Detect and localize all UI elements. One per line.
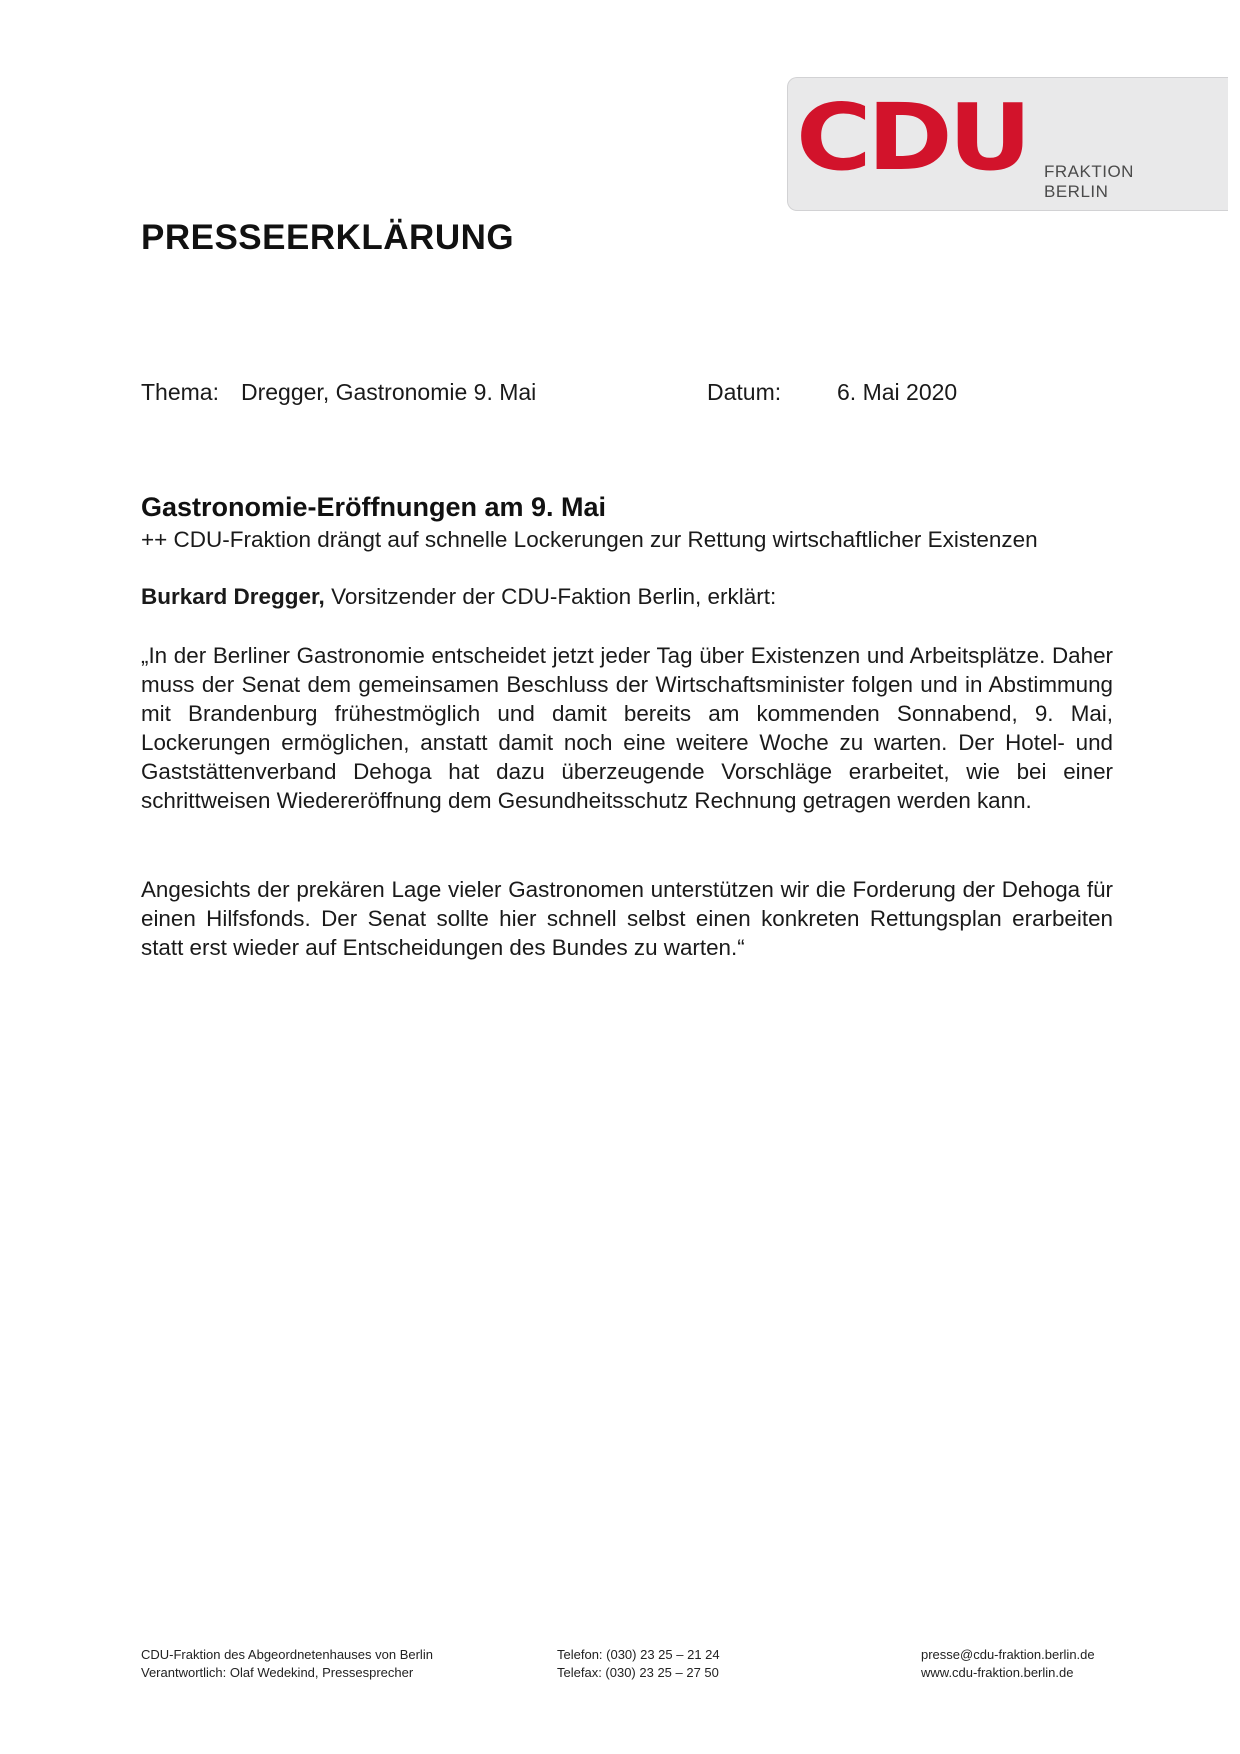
footer-fax: Telefax: (030) 23 25 – 27 50 (557, 1665, 719, 1680)
footer-online (921, 1646, 1095, 1682)
date-value: 6. Mai 2020 (837, 379, 958, 405)
document-title: PRESSEERKLÄRUNG (141, 218, 515, 257)
logo-sub-line1: FRAKTION (1044, 162, 1134, 181)
statement-paragraph-2: Angesichts der prekären Lage vieler Gastronomen unterstützen wir die Forderung der Dehoga für einen Hilfsfonds. Der Senat sollte hier schnell selbst einen konkreten Rettungsplan erarbeiten statt erst wieder auf Entscheidungen des Bundes zu warten.“ (141, 877, 1113, 960)
logo-subtitle (1044, 162, 1134, 202)
footer-contact (557, 1646, 720, 1682)
date-label: Datum: (707, 379, 782, 405)
footer-org (141, 1646, 433, 1682)
footer-responsible: Verantwortlich: Olaf Wedekind, Pressesprecher (141, 1665, 414, 1680)
cdu-logo (787, 77, 1228, 211)
topic-label: Thema: (141, 379, 219, 405)
speaker-name: Burkard Dregger, (141, 584, 325, 609)
footer-org-name: CDU-Fraktion des Abgeordnetenhauses von Berlin (141, 1647, 433, 1662)
speaker-line (141, 584, 776, 610)
logo-sub-line2: BERLIN (1044, 182, 1109, 201)
footer-email[interactable]: presse@cdu-fraktion.berlin.de (921, 1647, 1095, 1662)
speaker-role: Vorsitzender der CDU-Faktion Berlin, erklärt: (331, 584, 777, 609)
statement-paragraph-1: „In der Berliner Gastronomie entscheidet jetzt jeder Tag über Existenzen und Arbeitsplätze. Daher muss der Senat dem gemeinsamen Beschluss der Wirtschaftsminister folgen und in Abstimmung mit Brandenburg frühestmöglich und damit bereits am kommenden Sonnabend, 9. Mai, Lockerungen ermöglichen, anstatt damit noch eine weitere Woche zu warten. Der Hotel- und Gaststättenverband Dehoga hat dazu überzeugende Vorschläge erarbeitet, wie bei einer schrittweisen Wiedereröffnung dem Gesundheitsschutz Rechnung getragen werden kann. (141, 643, 1113, 813)
subheadline: ++ CDU-Fraktion drängt auf schnelle Lockerungen zur Rettung wirtschaftlicher Existenzen (141, 527, 1038, 552)
topic-value: Dregger, Gastronomie 9. Mai (241, 379, 537, 405)
headline: Gastronomie-Eröffnungen am 9. Mai (141, 492, 607, 522)
footer-web[interactable]: www.cdu-fraktion.berlin.de (921, 1665, 1074, 1680)
footer-phone: Telefon: (030) 23 25 – 21 24 (557, 1647, 720, 1662)
logo-wordmark: CDU (796, 84, 1028, 191)
